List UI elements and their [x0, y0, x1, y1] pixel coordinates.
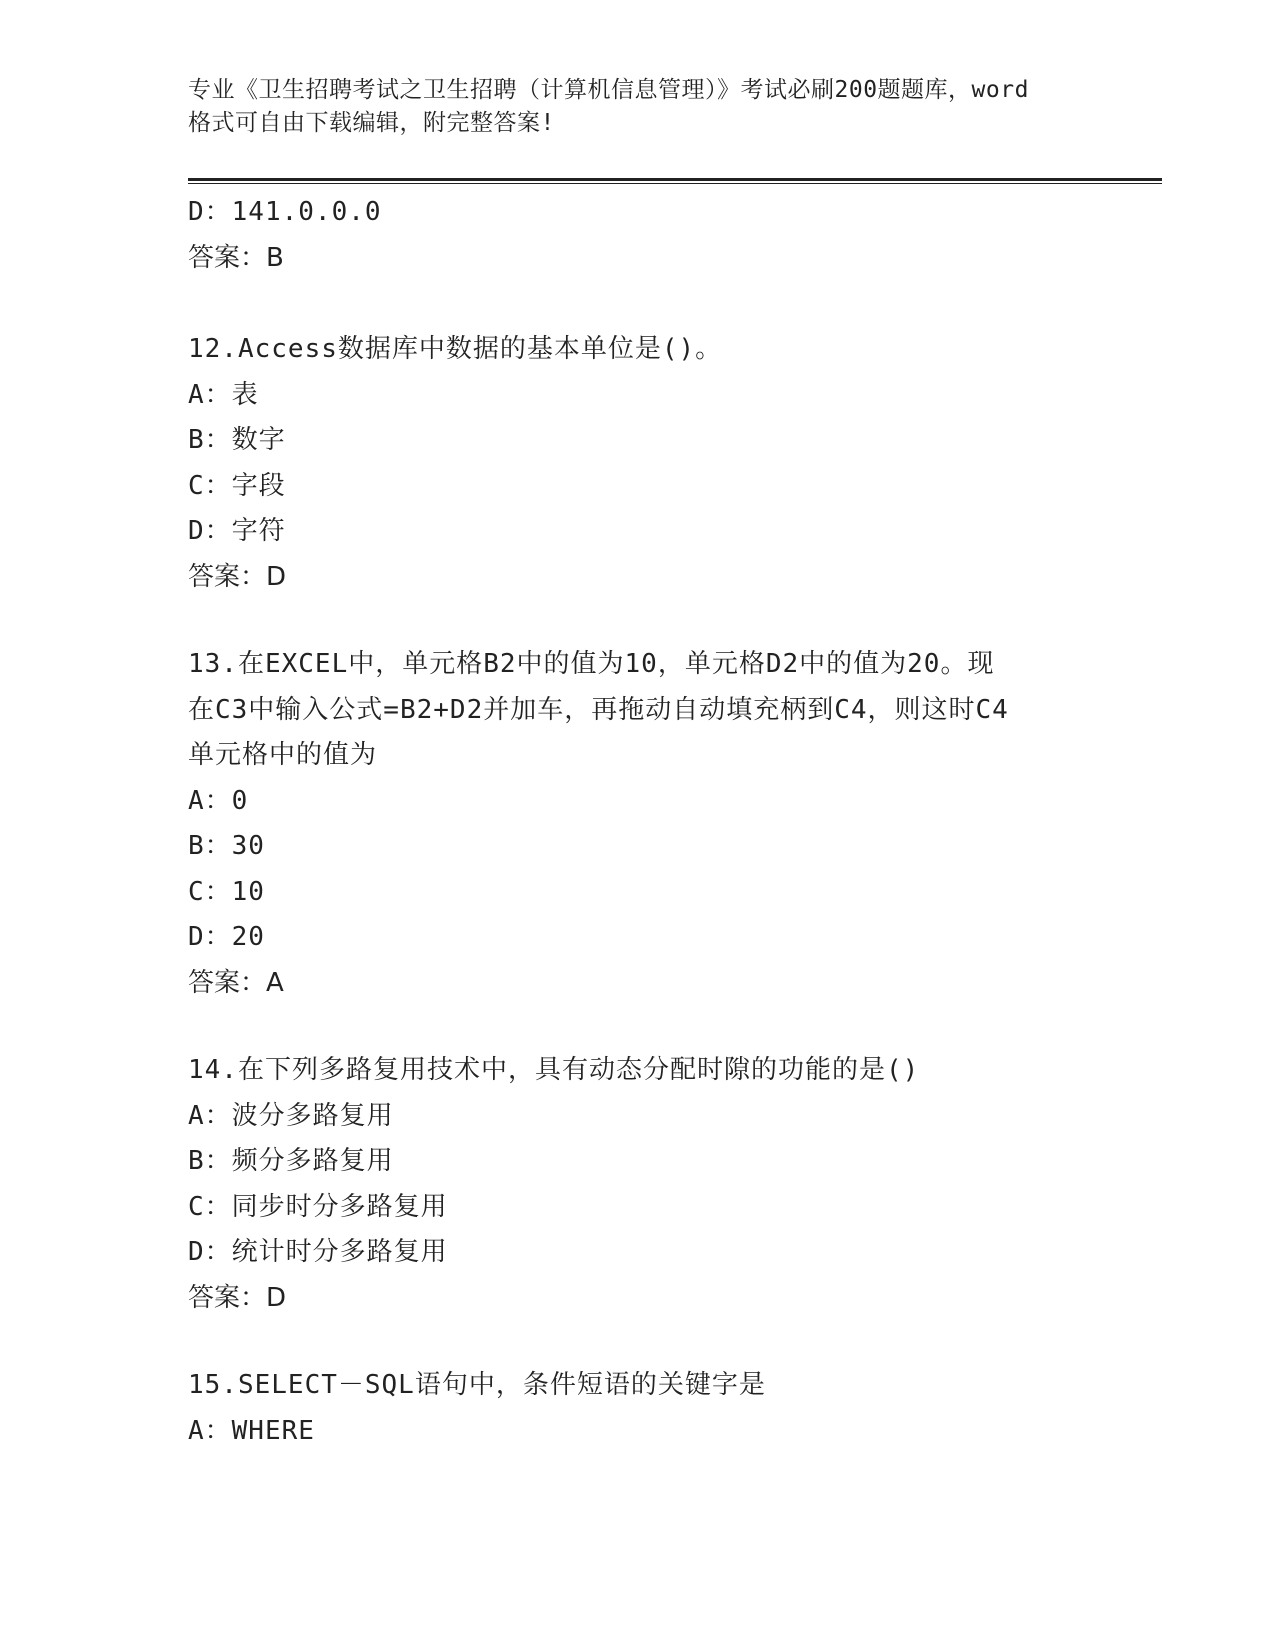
question-list — [188, 190, 1088, 1454]
answer-label: 答案：B — [188, 242, 284, 273]
header-rule-thin — [188, 183, 1162, 184]
option-c: C：同步时分多路复用 — [188, 1191, 448, 1222]
option-d: D：字符 — [188, 516, 286, 546]
option-b: B：频分多路复用 — [188, 1146, 394, 1176]
option-b: B：30 — [188, 831, 265, 861]
option-c: C：字段 — [188, 470, 286, 501]
option-a: A：WHERE — [188, 1415, 315, 1446]
question-text-line-2: 在C3中输入公式=B2+D2并加车，再拖动自动填充柄到C4，则这时C4 — [188, 694, 1009, 725]
question-13 — [188, 642, 1088, 1006]
header-line-2: 格式可自由下载编辑，附完整答案! — [188, 110, 555, 136]
question-text: 12.Access数据库中数据的基本单位是()。 — [188, 334, 723, 364]
question-text: 15.SELECT－SQL语句中，条件短语的关键字是 — [188, 1370, 766, 1400]
option-d: D：统计时分多路复用 — [188, 1237, 448, 1267]
option-d: D：20 — [188, 922, 265, 952]
document-header — [188, 74, 1088, 140]
answer-label: 答案：A — [188, 967, 284, 998]
option-a: A：波分多路复用 — [188, 1100, 394, 1131]
option-a: A：0 — [188, 785, 249, 816]
option-b: B：数字 — [188, 425, 286, 455]
option-a: A：表 — [188, 379, 259, 410]
question-14 — [188, 1048, 1088, 1321]
option-d: D：141.0.0.0 — [188, 197, 382, 227]
answer-label: 答案：D — [188, 561, 287, 592]
question-12 — [188, 327, 1088, 600]
question-15 — [188, 1363, 1088, 1454]
answer-label: 答案：D — [188, 1282, 287, 1313]
header-rule-thick — [188, 178, 1162, 181]
option-c: C：10 — [188, 876, 265, 907]
header-line-1: 专业《卫生招聘考试之卫生招聘（计算机信息管理）》考试必刷200题题库，word — [188, 77, 1029, 103]
question-text: 14.在下列多路复用技术中，具有动态分配时隙的功能的是() — [188, 1055, 920, 1085]
prev-question-block — [188, 190, 1088, 281]
question-text-line-3: 单元格中的值为 — [188, 740, 378, 770]
question-text-line-1: 13.在EXCEL中，单元格B2中的值为10，单元格D2中的值为20。现 — [188, 649, 995, 679]
